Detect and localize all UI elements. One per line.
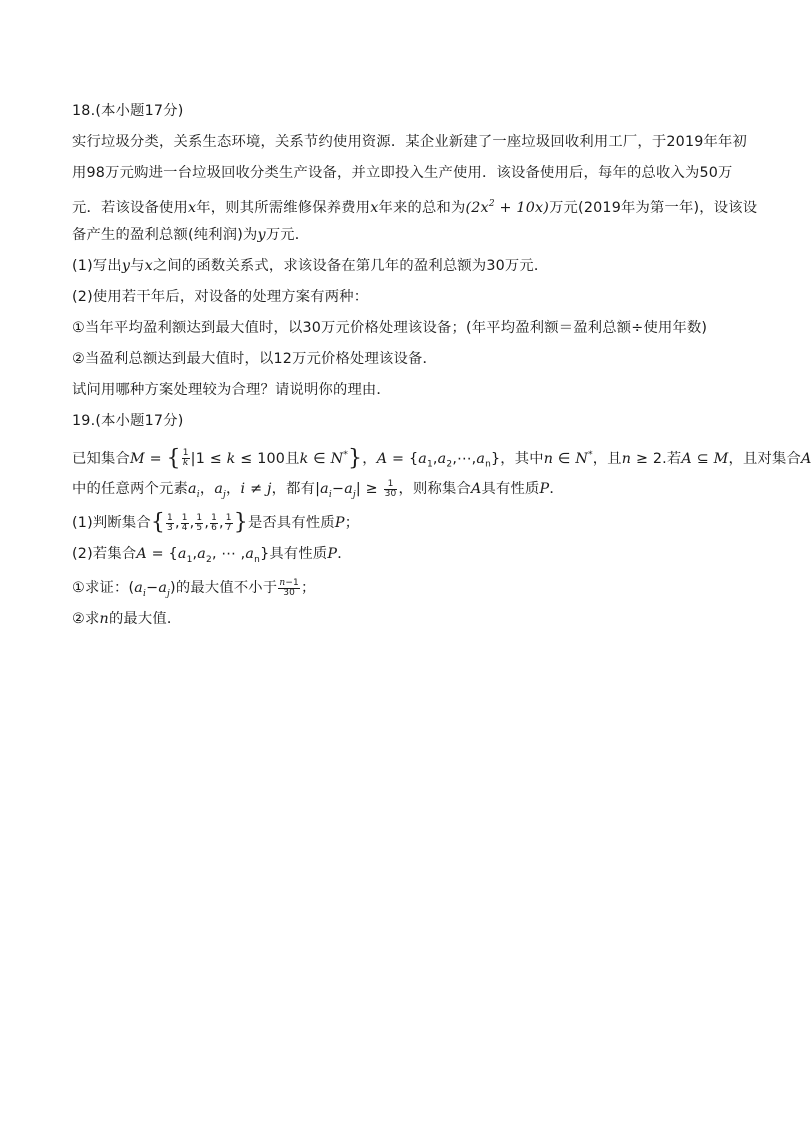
- q18-para-line3: 元．若该设备使用x年，则其所需维修保养费用x年来的总和为$(2x^2 + 10x)$万元(2019年为第一年)，设该设: [72, 199, 758, 216]
- q19-part1: (1)判断集合{ $\frac{1}{3}$ , $\frac{1}{4}$ , $\frac{1}{5}$ , $\frac{1}{6}$ , $\frac{1}{7}$ }是否具有性质P；: [72, 510, 360, 535]
- var-y: y: [257, 227, 266, 243]
- fraction-1-over-30: $\frac{1}{30}$: [384, 478, 397, 499]
- exam-content: [72, 100, 811, 639]
- q18-header: 18.(本小题17分): [72, 103, 184, 119]
- q18-para-line2: 用98万元购进一台垃圾回收分类生产设备，并立即投入生产使用．该设备使用后，每年的总收入为50万: [72, 165, 733, 181]
- q18-para-line4: 备产生的盈利总额(纯利润)为y万元．: [72, 227, 310, 243]
- q18-part2: (2)使用若干年后，对设备的处理方案有两种：: [72, 289, 369, 305]
- q19-line1: 已知集合M = { $\frac{1}{k}$ |1 ≤ k ≤ 100且k ∈ N*}，$A = \{a_1,a_2,\cdots,a_n\}$，其中n ∈ N*，且n ≥ 2.若A ⊆ M，且对集合A: [72, 445, 811, 471]
- q18-part1: (1)写出y与x之间的函数关系式，求该设备在第几年的盈利总额为30万元．: [72, 258, 549, 274]
- q19-proof1: ①求证：$(a_i-a_j)$的最大值不小于 $\frac{n-1}{30}$ ；: [72, 577, 316, 599]
- fraction-1-over-k: $\frac{1}{k}$: [182, 448, 189, 469]
- fraction-n-minus-1-over-30: $\frac{n-1}{30}$: [279, 577, 299, 598]
- q19-proof2: ②求n的最大值．: [72, 611, 182, 627]
- q19-line2: 中的任意两个元素$a_i$，$a_j$，i ≠ j，都有$|a_i-a_j|$ ≥ $\frac{1}{30}$ ，则称集合A具有性质P．: [72, 478, 564, 500]
- q19-header: 19.(本小题17分): [72, 413, 184, 429]
- q18-option1: ①当年平均盈利额达到最大值时，以30万元价格处理该设备；(年平均盈利额＝盈利总额÷使用年数): [72, 320, 708, 336]
- var-x: x: [187, 199, 197, 216]
- q19-part2: (2)若集合$A = \{a_1,a_2$, ⋯ $,a_n$}具有性质P．: [72, 546, 352, 565]
- maintenance-formula: $(2x^2 + 10x)$: [465, 199, 550, 216]
- q18-question: 试问用哪种方案处理较为合理？请说明你的理由．: [72, 382, 391, 398]
- q18-option2: ②当盈利总额达到最大值时，以12万元价格处理该设备．: [72, 351, 438, 367]
- q18-para-line1: 实行垃圾分类，关系生态环境，关系节约使用资源．某企业新建了一座垃圾回收利用工厂，于2019年年初: [72, 134, 748, 150]
- var-x: x: [370, 199, 379, 216]
